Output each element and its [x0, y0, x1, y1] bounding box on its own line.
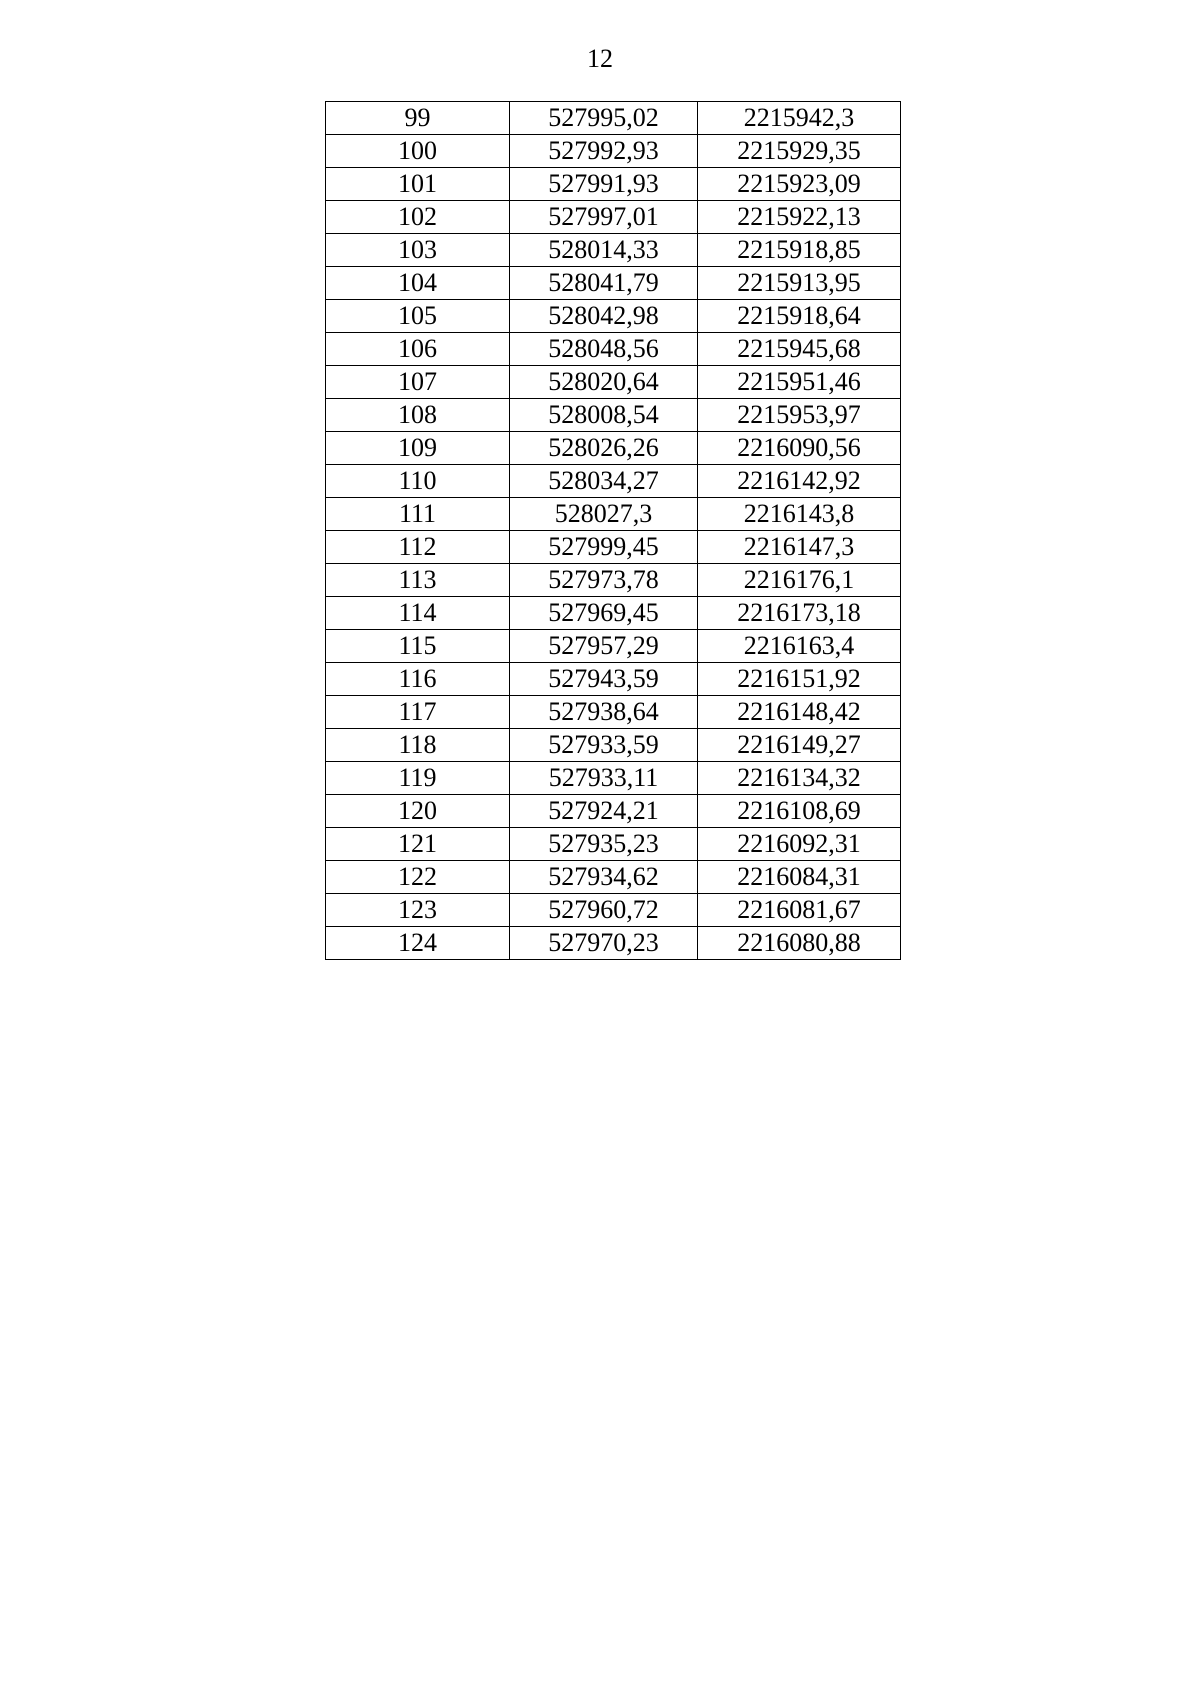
point-number-cell: 105 [326, 300, 510, 333]
y-coordinate-cell: 2215951,46 [698, 366, 901, 399]
point-number-cell: 120 [326, 795, 510, 828]
x-coordinate-cell: 528034,27 [510, 465, 698, 498]
table-row [326, 432, 901, 465]
y-coordinate-cell: 2216134,32 [698, 762, 901, 795]
table-row [326, 861, 901, 894]
x-coordinate-cell: 527997,01 [510, 201, 698, 234]
point-number-cell: 100 [326, 135, 510, 168]
table-row [326, 465, 901, 498]
x-coordinate-cell: 527991,93 [510, 168, 698, 201]
x-coordinate-cell: 527999,45 [510, 531, 698, 564]
y-coordinate-cell: 2216080,88 [698, 927, 901, 960]
table-row [326, 828, 901, 861]
y-coordinate-cell: 2215913,95 [698, 267, 901, 300]
y-coordinate-cell: 2216081,67 [698, 894, 901, 927]
table-row [326, 201, 901, 234]
y-coordinate-cell: 2216084,31 [698, 861, 901, 894]
table-row [326, 630, 901, 663]
point-number-cell: 114 [326, 597, 510, 630]
point-number-cell: 111 [326, 498, 510, 531]
x-coordinate-cell: 528048,56 [510, 333, 698, 366]
y-coordinate-cell: 2216176,1 [698, 564, 901, 597]
x-coordinate-cell: 528020,64 [510, 366, 698, 399]
coordinates-table-body [326, 102, 901, 960]
table-row [326, 267, 901, 300]
y-coordinate-cell: 2215953,97 [698, 399, 901, 432]
x-coordinate-cell: 528042,98 [510, 300, 698, 333]
page-number: 12 [587, 44, 613, 73]
x-coordinate-cell: 527924,21 [510, 795, 698, 828]
table-row [326, 399, 901, 432]
y-coordinate-cell: 2216151,92 [698, 663, 901, 696]
y-coordinate-cell: 2216090,56 [698, 432, 901, 465]
point-number-cell: 103 [326, 234, 510, 267]
table-row [326, 795, 901, 828]
y-coordinate-cell: 2215922,13 [698, 201, 901, 234]
point-number-cell: 104 [326, 267, 510, 300]
point-number-cell: 110 [326, 465, 510, 498]
table-row [326, 927, 901, 960]
table-row [326, 894, 901, 927]
table-row [326, 102, 901, 135]
y-coordinate-cell: 2215942,3 [698, 102, 901, 135]
y-coordinate-cell: 2216163,4 [698, 630, 901, 663]
x-coordinate-cell: 527935,23 [510, 828, 698, 861]
x-coordinate-cell: 528008,54 [510, 399, 698, 432]
y-coordinate-cell: 2215945,68 [698, 333, 901, 366]
table-row [326, 597, 901, 630]
x-coordinate-cell: 528026,26 [510, 432, 698, 465]
point-number-cell: 116 [326, 663, 510, 696]
table-row [326, 234, 901, 267]
x-coordinate-cell: 527933,59 [510, 729, 698, 762]
point-number-cell: 124 [326, 927, 510, 960]
y-coordinate-cell: 2215929,35 [698, 135, 901, 168]
y-coordinate-cell: 2216149,27 [698, 729, 901, 762]
point-number-cell: 107 [326, 366, 510, 399]
point-number-cell: 102 [326, 201, 510, 234]
point-number-cell: 108 [326, 399, 510, 432]
x-coordinate-cell: 527970,23 [510, 927, 698, 960]
table-row [326, 663, 901, 696]
point-number-cell: 117 [326, 696, 510, 729]
x-coordinate-cell: 528041,79 [510, 267, 698, 300]
table-row [326, 729, 901, 762]
x-coordinate-cell: 528014,33 [510, 234, 698, 267]
table-row [326, 762, 901, 795]
coordinates-table [325, 101, 901, 960]
y-coordinate-cell: 2215918,64 [698, 300, 901, 333]
table-row [326, 135, 901, 168]
x-coordinate-cell: 527938,64 [510, 696, 698, 729]
y-coordinate-cell: 2216108,69 [698, 795, 901, 828]
table-row [326, 564, 901, 597]
table-row [326, 366, 901, 399]
point-number-cell: 106 [326, 333, 510, 366]
table-row [326, 531, 901, 564]
x-coordinate-cell: 527969,45 [510, 597, 698, 630]
x-coordinate-cell: 527933,11 [510, 762, 698, 795]
y-coordinate-cell: 2216173,18 [698, 597, 901, 630]
point-number-cell: 118 [326, 729, 510, 762]
x-coordinate-cell: 527957,29 [510, 630, 698, 663]
table-row [326, 498, 901, 531]
point-number-cell: 122 [326, 861, 510, 894]
point-number-cell: 109 [326, 432, 510, 465]
table-row [326, 696, 901, 729]
x-coordinate-cell: 527973,78 [510, 564, 698, 597]
table-row [326, 300, 901, 333]
table-row [326, 333, 901, 366]
x-coordinate-cell: 527960,72 [510, 894, 698, 927]
x-coordinate-cell: 527934,62 [510, 861, 698, 894]
point-number-cell: 101 [326, 168, 510, 201]
point-number-cell: 99 [326, 102, 510, 135]
y-coordinate-cell: 2216143,8 [698, 498, 901, 531]
point-number-cell: 119 [326, 762, 510, 795]
y-coordinate-cell: 2216148,42 [698, 696, 901, 729]
y-coordinate-cell: 2215918,85 [698, 234, 901, 267]
y-coordinate-cell: 2216142,92 [698, 465, 901, 498]
table-row [326, 168, 901, 201]
y-coordinate-cell: 2215923,09 [698, 168, 901, 201]
point-number-cell: 112 [326, 531, 510, 564]
y-coordinate-cell: 2216092,31 [698, 828, 901, 861]
x-coordinate-cell: 527995,02 [510, 102, 698, 135]
x-coordinate-cell: 527992,93 [510, 135, 698, 168]
point-number-cell: 123 [326, 894, 510, 927]
point-number-cell: 113 [326, 564, 510, 597]
x-coordinate-cell: 528027,3 [510, 498, 698, 531]
point-number-cell: 115 [326, 630, 510, 663]
point-number-cell: 121 [326, 828, 510, 861]
y-coordinate-cell: 2216147,3 [698, 531, 901, 564]
x-coordinate-cell: 527943,59 [510, 663, 698, 696]
